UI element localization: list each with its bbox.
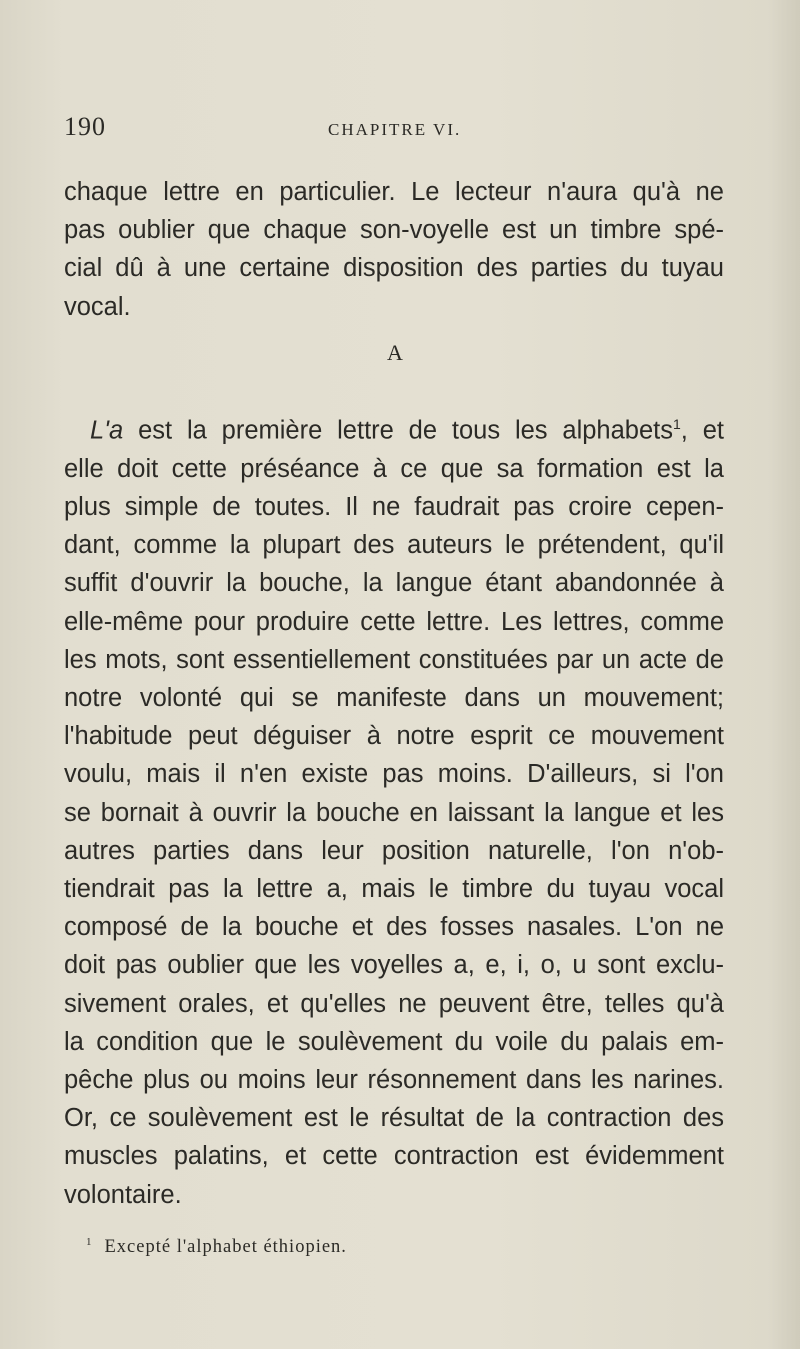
text-line-first (64, 405, 724, 450)
footnote-reference: 1 (673, 416, 681, 432)
paragraph-continuation (64, 173, 724, 326)
letter-a-italic: L'a (90, 416, 124, 445)
text-line: pêche plus ou moins leur résonnement dans les narines. (64, 1065, 724, 1094)
text-line: elle doit cette préséance à ce que sa formation est la (64, 454, 724, 483)
text-fragment: est la première lettre de tous les alphabets (123, 416, 673, 445)
text-line: se bornait à ouvrir la bouche en laissant la langue et les (64, 798, 724, 827)
text-line: vocal. (64, 292, 131, 321)
footnote-marker: 1 (86, 1236, 93, 1248)
text-line: plus simple de toutes. Il ne faudrait pas croire cepen- (64, 492, 724, 521)
page-number: 190 (64, 112, 106, 141)
page-header (64, 112, 736, 152)
text-line: composé de la bouche et des fosses nasales. L'on ne (64, 913, 724, 942)
paragraph-section-a (64, 405, 724, 1214)
text-line: doit pas oublier que les voyelles a, e, i, o, u sont exclu- (64, 951, 724, 980)
text-line: tiendrait pas la lettre a, mais le timbre du tuyau vocal (64, 874, 724, 903)
section-heading: A (387, 340, 403, 365)
text-line: la condition que le soulèvement du voile du palais em- (64, 1027, 724, 1056)
text-line: sivement orales, et qu'elles ne peuvent être, telles qu'à (64, 989, 724, 1018)
text-fragment: , et (680, 416, 725, 445)
text-line: les mots, sont essentiellement constituées par un acte de (64, 645, 724, 674)
text-line: notre volonté qui se manifeste dans un mouvement; (64, 683, 724, 712)
text-line: pas oublier que chaque son-voyelle est un timbre spé- (64, 216, 724, 245)
text-line: Or, ce soulèvement est le résultat de la contraction des (64, 1104, 724, 1133)
text-line: chaque lettre en particulier. Le lecteur n'aura qu'à ne (64, 178, 724, 206)
text-line: voulu, mais il n'en existe pas moins. D'ailleurs, si l'on (64, 760, 724, 789)
text-line: dant, comme la plupart des auteurs le prétendent, qu'il (64, 531, 724, 560)
text-line: muscles palatins, et cette contraction est évidemment (64, 1142, 724, 1171)
text-line: cial dû à une certaine disposition des parties du tuyau (64, 254, 724, 283)
text-line: volontaire. (64, 1180, 182, 1209)
text-line: suffit d'ouvrir la bouche, la langue étant abandonnée à (64, 569, 724, 598)
text-line: autres parties dans leur position naturelle, l'on n'ob- (64, 836, 724, 865)
footnote-text: Excepté l'alphabet éthiopien. (104, 1237, 347, 1258)
footnote (86, 1236, 347, 1258)
text-line: elle-même pour produire cette lettre. Les lettres, comme (64, 607, 724, 636)
text-line: l'habitude peut déguiser à notre esprit ce mouvement (64, 722, 724, 751)
running-head: CHAPITRE VI. (328, 120, 462, 139)
